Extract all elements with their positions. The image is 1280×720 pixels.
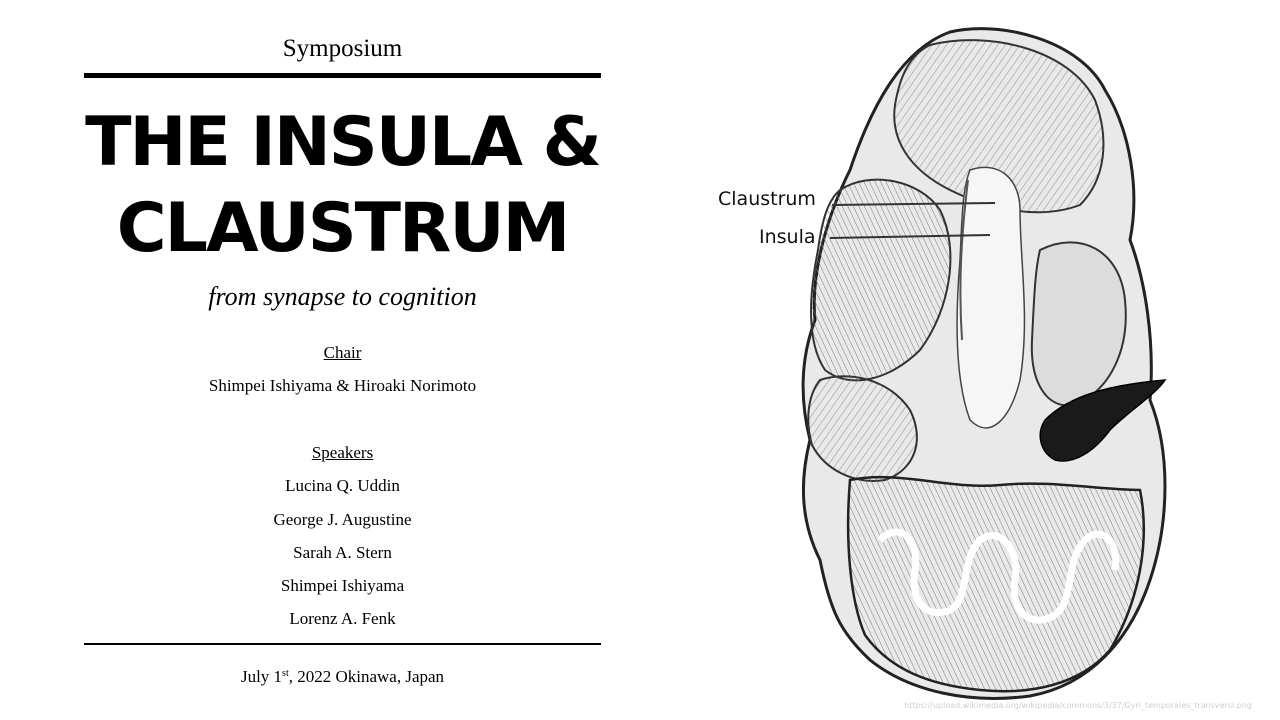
symposium-title (84, 100, 601, 272)
date-month-day: July 1 (240, 667, 283, 686)
brain-section-illustration (700, 20, 1260, 710)
chair-names: Shimpei Ishiyama & Hiroaki Norimoto (208, 376, 477, 395)
speaker-name: Lucina Q. Uddin (285, 476, 400, 495)
speaker-name: Sarah A. Stern (293, 543, 392, 562)
speaker-name: George J. Augustine (273, 510, 412, 529)
title-line-1: THE INSULA & (85, 103, 600, 182)
image-credit-url: https://upload.wikimedia.org/wikipedia/commons/3/37/Gyri_temporales_transversi.png (904, 701, 1252, 710)
speaker-name: Lorenz A. Fenk (289, 609, 396, 628)
poster-text-panel (84, 0, 601, 720)
top-divider (84, 73, 601, 78)
symposium-subtitle: from synapse to cognition (208, 282, 477, 311)
speaker-name: Shimpei Ishiyama (280, 576, 405, 595)
date-ordinal-suffix: st (282, 668, 289, 679)
title-line-2: CLAUSTRUM (116, 189, 569, 268)
bottom-divider (84, 643, 601, 645)
claustrum-label: Claustrum (718, 188, 816, 210)
insula-label: Insula (759, 226, 816, 248)
date-year-location: , 2022 Okinawa, Japan (288, 667, 445, 686)
date-location (84, 666, 601, 688)
chair-heading: Chair (323, 343, 362, 362)
speakers-heading: Speakers (311, 443, 374, 462)
event-kicker: Symposium (282, 35, 403, 62)
brain-drawing (700, 20, 1260, 710)
